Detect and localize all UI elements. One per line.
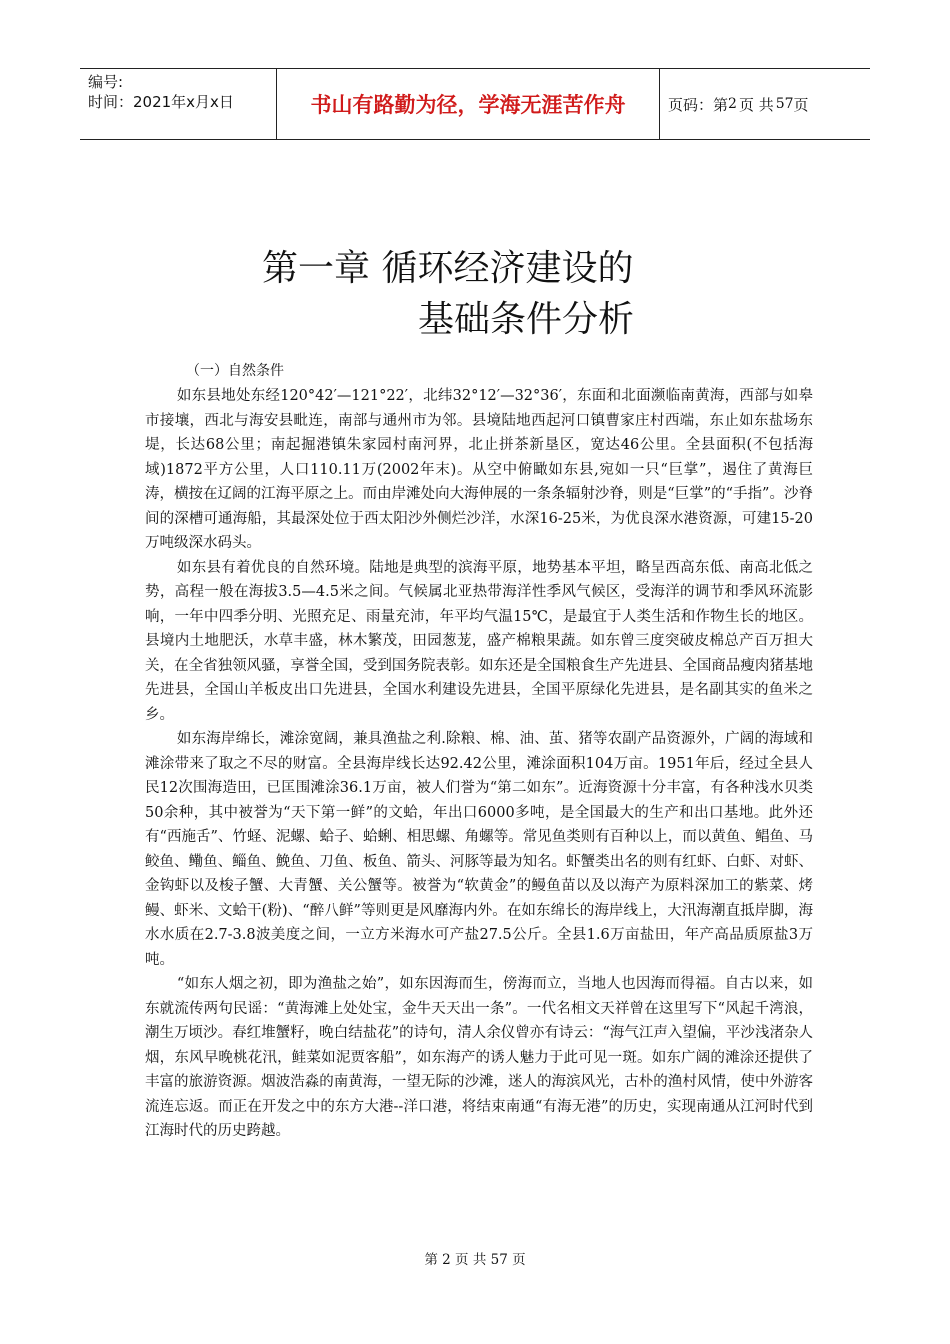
paragraph: 如东海岸绵长，滩涂宽阔，兼具渔盐之利.除粮、棉、油、茧、猪等农副产品资源外，广阔的海域和滩涂带来了取之不尽的财富。全县海岸线长达92.42公里，滩涂面积104万亩。1951年后，经过全县人民12次围海造田，已匡围滩涂36.1万亩，被人们誉为“第二如东”。近海资源十分丰富，有各种浅水贝类50余种，其中被誉为“天下第一鲜”的文蛤，年出口6000多吨，是全国最大的生产和出口基地。此外还有“西施舌”、竹蛏、泥螺、蛤子、蛤蜊、相思螺、角螺等。常见鱼类则有百种以上，而以黄鱼、鲳鱼、马鲛鱼、鳓鱼、鲻鱼、鮸鱼、刀鱼、板鱼、箭头、河豚等最为知名。虾蟹类出名的则有红虾、白虾、对虾、金钩虾以及梭子蟹、大青蟹、关公蟹等。被誉为“软黄金”的鳗鱼苗以及以海产为原料深加工的紫菜、烤鳗、虾米、文蛤干(粉)、“醉八鲜”等则更是风靡海内外。在如东绵长的海岸线上，大汛海潮直抵岸脚，海水水质在2.7-3.8波美度之间，一立方米海水可产盐27.5公斤。全县1.6万亩盐田，年产高品质原盐3万吨。	[145, 731, 813, 968]
header-page-prefix: 页码：第	[668, 95, 729, 114]
section-heading: （一）自然条件	[186, 363, 284, 379]
paragraph: 如东县有着优良的自然环境。陆地是典型的滨海平原，地势基本平坦，略呈西高东低、南高北低之势，高程一般在海拔3.5—4.5米之间。气候属北亚热带海洋性季风气候区，受海洋的调节和季风环流影响，一年中四季分明、光照充足、雨量充沛，年平均气温15℃，是最宜于人类生活和作物生长的地区。县境内土地肥沃，水草丰盛，林木繁茂，田园葱茏，盛产棉粮果蔬。如东曾三度突破皮棉总产百万担大关，在全省独领风骚，享誉全国，受到国务院表彰。如东还是全国粮食生产先进县、全国商品瘦肉猪基地先进县，全国山羊板皮出口先进县，全国水利建设先进县，全国平原绿化先进县，是名副其实的鱼米之乡。	[145, 559, 813, 723]
header-page-mid: 页 共	[738, 95, 774, 114]
paragraph: “如东人烟之初，即为渔盐之始”，如东因海而生，傍海而立，当地人也因海而得福。自古以来，如东就流传两句民谣：“黄海滩上处处宝，金牛天天出一条”。一代名相文天祥曾在这里写下“风起千湾浪，潮生万顷沙。春红堆蟹籽，晚白结盐花”的诗句，清人余仪曾亦有诗云：“海气江声入望偏，平沙浅渚杂人烟，东风早晚桃花汛，鲑菜如泥贾客船”，如东海产的诱人魅力于此可见一斑。如东广阔的滩涂还提供了丰富的旅游资源。烟波浩淼的南黄海，一望无际的沙滩，迷人的海滨风光，古朴的渔村风情，使中外游客流连忘返。而正在开发之中的东方大港--洋口港，将结束南通“有海无港”的历史，实现南通从江河时代到江海时代的历史跨越。	[145, 976, 813, 1139]
header-page-info	[668, 69, 870, 139]
footer-page-number: 2	[442, 1252, 451, 1268]
header-page-suffix: 页	[793, 95, 809, 114]
footer-mid: 页 共	[455, 1252, 487, 1268]
header-meta	[80, 69, 280, 139]
header-page-number: 2	[728, 96, 737, 112]
header-id-label: 编号:	[88, 73, 124, 91]
chapter-title-line1: 第一章 循环经济建设的	[262, 248, 634, 289]
chapter-title-line2: 基础条件分析	[418, 299, 635, 340]
page-header	[80, 68, 870, 140]
body-text	[145, 384, 813, 1144]
header-time-label: 时间：2021年x月x日	[88, 93, 234, 111]
paragraph: 如东县地处东经120°42′—121°22′，北纬32°12′—32°36′，东面和北面濒临南黄海，西部与如皋市接壤，西北与海安县毗连，南部与通州市为邻。县境陆地西起河口镇曹家庄村西端，东止如东盐场东堤，长达68公里；南起掘港镇朱家园村南河界，北止拼茶新垦区，宽达46公里。全县面积(不包括海域)1872平方公里，人口110.11万(2002年末)。从空中俯瞰如东县,宛如一只“巨掌”，遏住了黄海巨涛，横按在辽阔的江海平原之上。而由岸滩处向大海伸展的一条条辐射沙脊，则是“巨掌”的“手指”。沙脊间的深槽可通海船，其最深处位于西太阳沙外侧烂沙洋，水深16-25米，为优良深水港资源，可建15-20万吨级深水码头。	[145, 388, 813, 551]
header-total-pages: 57	[775, 96, 794, 112]
page-footer	[0, 1248, 950, 1268]
footer-suffix: 页	[512, 1252, 526, 1268]
header-motto: 书山有路勤为径，学海无涯苦作舟	[276, 69, 660, 139]
footer-total-pages: 57	[490, 1252, 508, 1268]
footer-prefix: 第	[424, 1252, 438, 1268]
